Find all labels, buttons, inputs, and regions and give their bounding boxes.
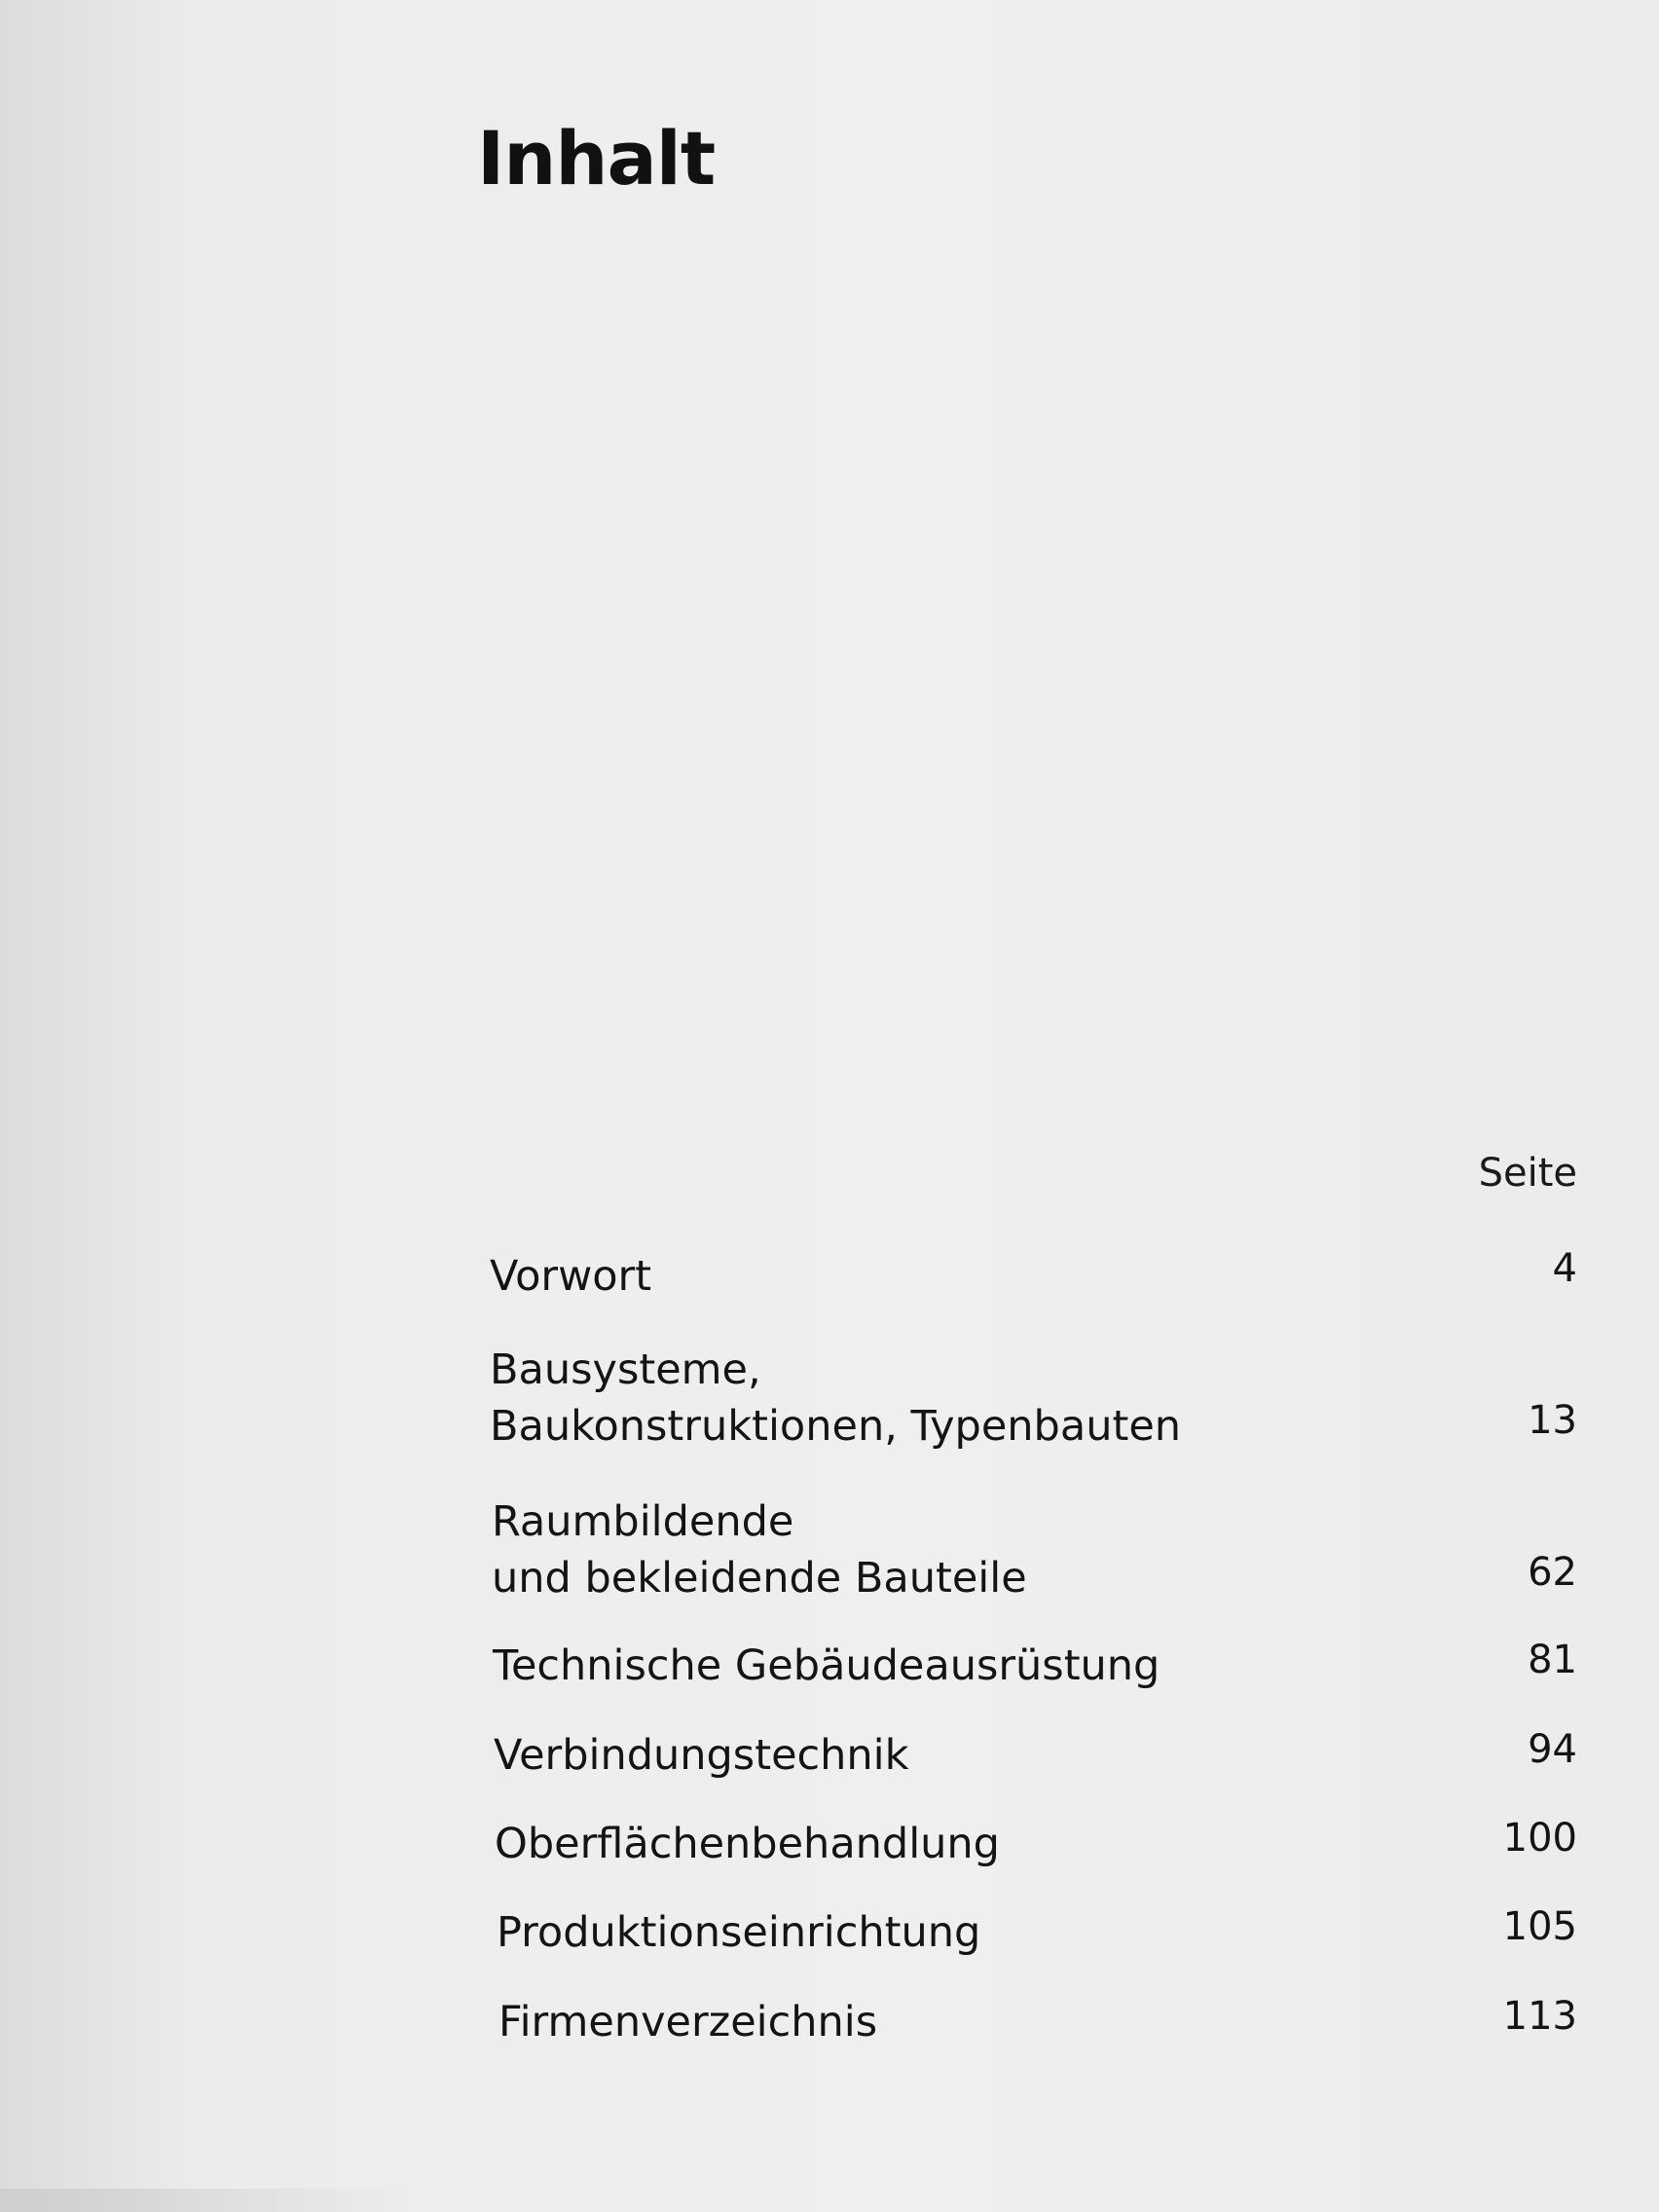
toc-entry-label: Oberflächenbehandlung bbox=[495, 1820, 1000, 1868]
toc-entry-label: Bausysteme, Baukonstruktionen, Typenbauten bbox=[490, 1346, 1182, 1451]
toc-entry-page: 62 bbox=[1528, 1550, 1577, 1595]
toc-entry-page: 94 bbox=[1528, 1727, 1577, 1772]
page-title: Inhalt bbox=[477, 115, 716, 202]
toc-entry-page: 13 bbox=[1528, 1398, 1577, 1443]
toc-entry-page: 100 bbox=[1502, 1816, 1577, 1861]
toc-entry-label: Firmenverzeichnis bbox=[498, 1998, 878, 2046]
toc-entry-page: 4 bbox=[1552, 1246, 1577, 1291]
toc-entry-raumbildende bbox=[0, 1493, 1659, 1610]
toc-entry-label: Produktionseinrichtung bbox=[497, 1908, 981, 1957]
toc-entry-label: Raumbildende und bekleidende Bauteile bbox=[492, 1497, 1027, 1603]
page-bottom-edge bbox=[0, 2189, 409, 2212]
toc-entry-page: 113 bbox=[1502, 1994, 1577, 2039]
toc-entry-label: Vorwort bbox=[490, 1252, 652, 1301]
toc-entry-bausysteme bbox=[0, 1342, 1659, 1458]
toc-entry-page: 81 bbox=[1528, 1638, 1577, 1682]
toc-entry-label: Technische Gebäudeausrüstung bbox=[493, 1641, 1161, 1690]
page-column-header: Seite bbox=[1478, 1151, 1577, 1196]
toc-entry-label: Verbindungstechnik bbox=[494, 1731, 909, 1780]
toc-entry-page: 105 bbox=[1502, 1904, 1577, 1949]
toc-entry-firmenverzeichnis bbox=[0, 1994, 1659, 2111]
